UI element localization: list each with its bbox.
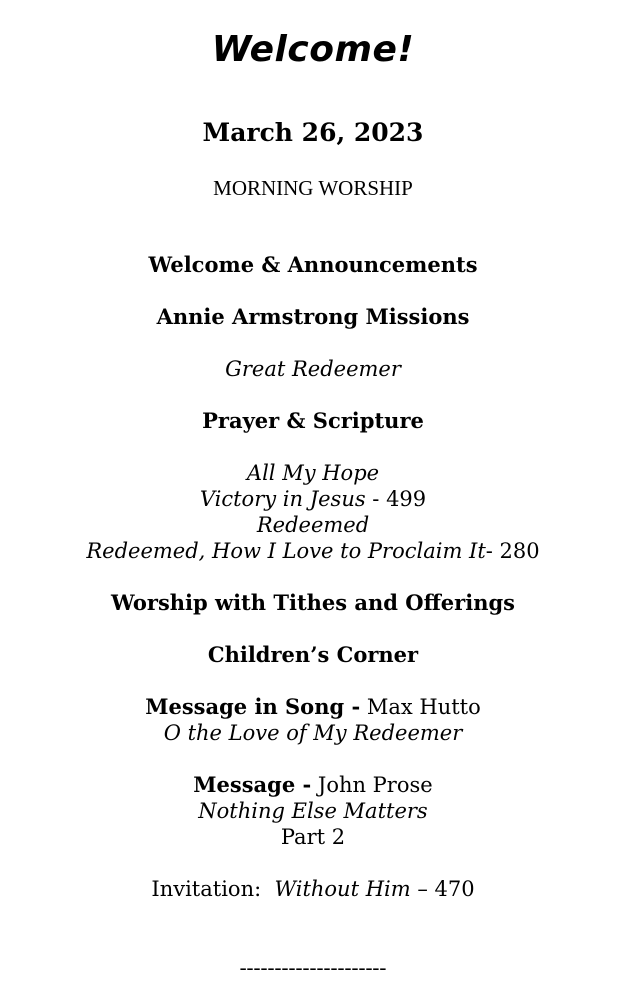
song-title: Victory in Jesus <box>199 487 366 511</box>
song-o-the-love: O the Love of My Redeemer <box>163 721 463 745</box>
invitation-song-title: Without Him <box>274 877 411 901</box>
message-in-song-label: Message in Song - <box>145 694 361 719</box>
order-invitation <box>0 876 626 902</box>
invitation-label: Invitation: <box>151 877 275 901</box>
song-great-redeemer: Great Redeemer <box>225 357 401 381</box>
service-date: March 26, 2023 <box>202 118 424 147</box>
order-message-in-song <box>0 694 626 720</box>
message-part: Part 2 <box>280 825 346 849</box>
hymn-number: - 280 <box>485 539 540 563</box>
welcome-heading: Welcome! <box>211 29 415 70</box>
order-welcome-announcements: Welcome & Announcements <box>148 252 478 277</box>
order-missions: Annie Armstrong Missions <box>156 304 470 329</box>
message-title: Nothing Else Matters <box>198 799 428 823</box>
hymn-number: – 470 <box>410 877 475 901</box>
song-redeemed-how-i-love <box>0 538 626 564</box>
order-childrens-corner: Children’s Corner <box>207 642 419 667</box>
hymn-number: - 499 <box>365 487 427 511</box>
service-name: MORNING WORSHIP <box>213 176 413 200</box>
song-victory-in-jesus <box>0 486 626 512</box>
order-tithes-offerings: Worship with Tithes and Offerings <box>111 590 515 615</box>
song-all-my-hope: All My Hope <box>246 461 380 485</box>
song-title: Redeemed, How I Love to Proclaim It <box>86 539 486 563</box>
order-message <box>0 772 626 798</box>
song-redeemed: Redeemed <box>256 513 370 537</box>
message-label: Message - <box>193 772 312 797</box>
order-prayer-scripture: Prayer & Scripture <box>202 408 424 433</box>
performer-name: Max Hutto <box>360 695 481 719</box>
divider-line: --------------------- <box>239 955 387 979</box>
speaker-name: John Prose <box>311 773 433 797</box>
